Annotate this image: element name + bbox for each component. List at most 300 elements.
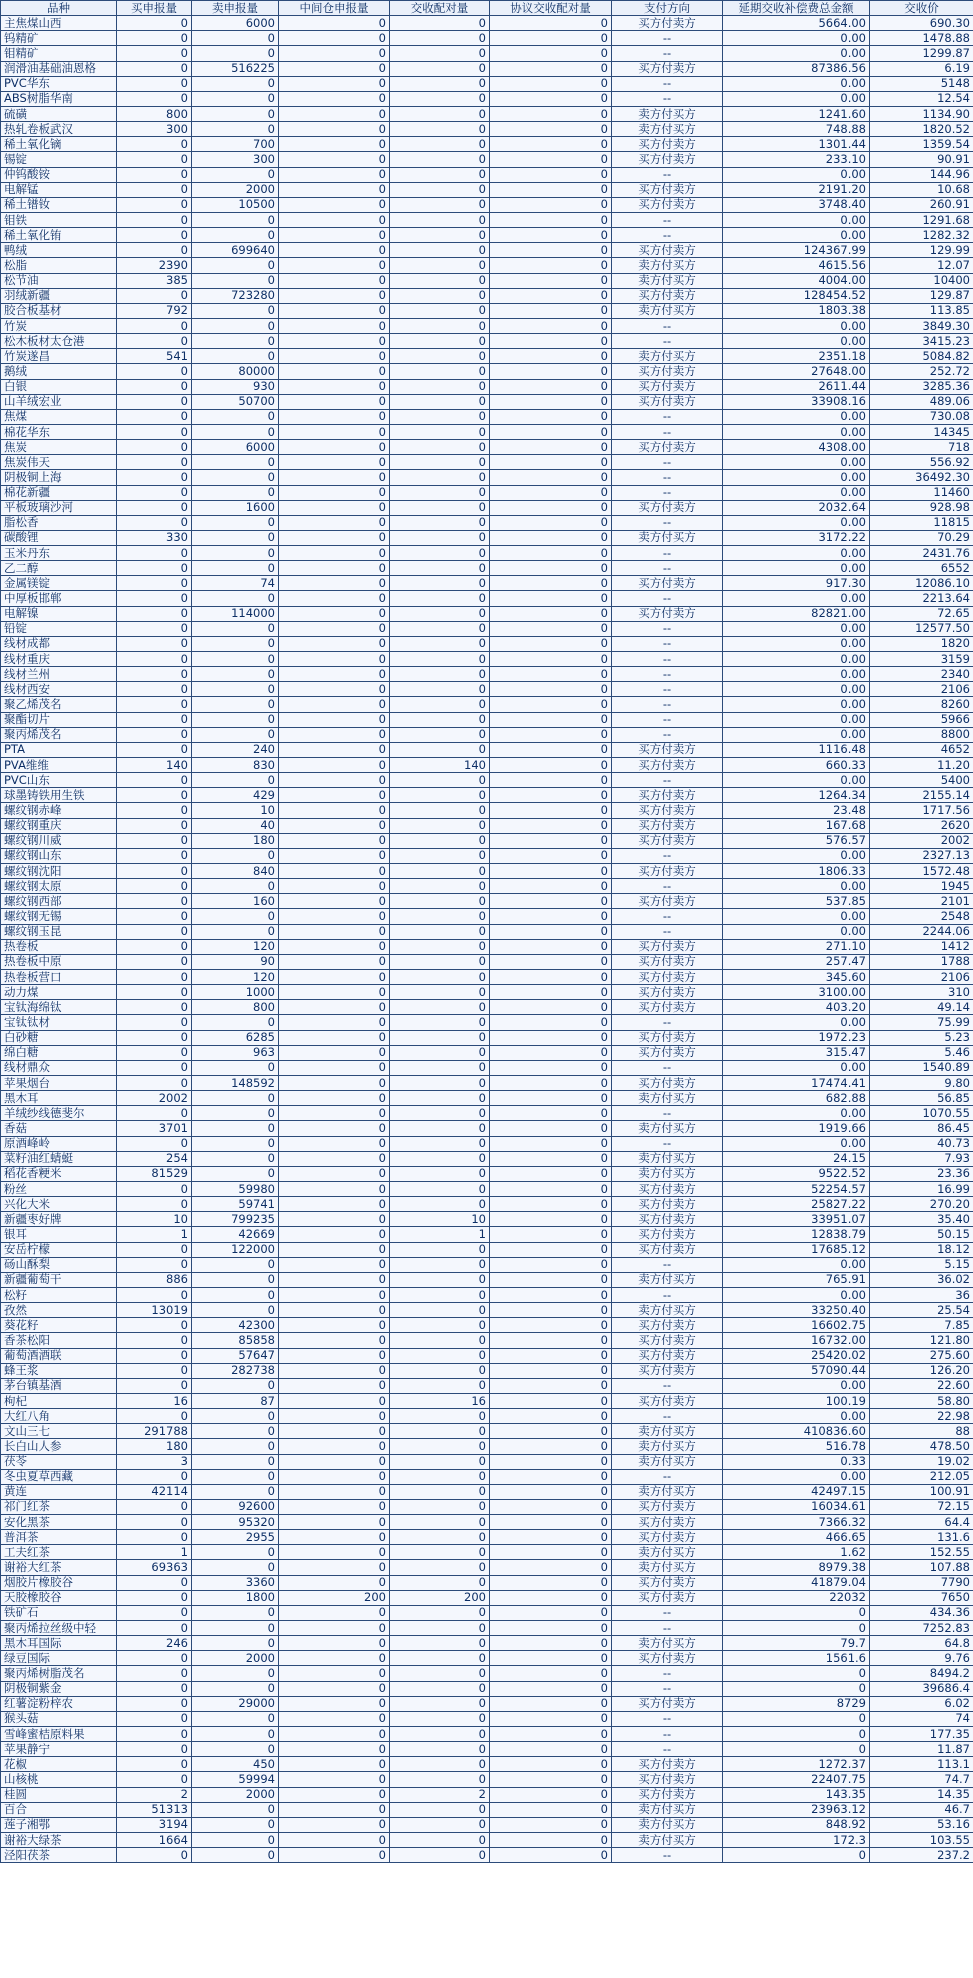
commodity-cell: 蜂王浆 bbox=[1, 1363, 117, 1378]
payment-direction-cell: 买方付卖方 bbox=[612, 1197, 723, 1212]
table-row bbox=[1, 31, 973, 46]
compensation-cell: 22407.75 bbox=[723, 1772, 870, 1787]
sell-declared-cell: 0 bbox=[192, 1439, 279, 1454]
intermediate-declared-cell: 0 bbox=[279, 833, 390, 848]
commodity-cell: 棉花新疆 bbox=[1, 485, 117, 500]
buy-declared-cell: 1664 bbox=[117, 1833, 192, 1848]
payment-direction-cell: -- bbox=[612, 1060, 723, 1075]
buy-declared-cell: 10 bbox=[117, 1212, 192, 1227]
commodity-cell: 线材西安 bbox=[1, 682, 117, 697]
commodity-cell: PVC山东 bbox=[1, 773, 117, 788]
delivery-price-cell: 1299.87 bbox=[870, 46, 973, 61]
delivery-price-cell: 177.35 bbox=[870, 1727, 973, 1742]
delivery-price-cell: 252.72 bbox=[870, 364, 973, 379]
table-row bbox=[1, 470, 973, 485]
table-row bbox=[1, 1666, 973, 1681]
table-row bbox=[1, 621, 973, 636]
delivery-price-cell: 1291.68 bbox=[870, 212, 973, 227]
delivery-matched-cell: 0 bbox=[390, 1091, 490, 1106]
payment-direction-cell: -- bbox=[612, 667, 723, 682]
intermediate-declared-cell: 0 bbox=[279, 924, 390, 939]
delivery-matched-cell: 0 bbox=[390, 939, 490, 954]
commodity-cell: 螺纹钢山东 bbox=[1, 848, 117, 863]
agreement-matched-cell: 0 bbox=[490, 606, 612, 621]
agreement-matched-cell: 0 bbox=[490, 152, 612, 167]
commodity-cell: 新疆枣好牌 bbox=[1, 1212, 117, 1227]
delivery-matched-cell: 0 bbox=[390, 470, 490, 485]
compensation-cell: 124367.99 bbox=[723, 243, 870, 258]
buy-declared-cell: 0 bbox=[117, 515, 192, 530]
intermediate-declared-cell: 0 bbox=[279, 1318, 390, 1333]
delivery-matched-cell: 0 bbox=[390, 1848, 490, 1863]
agreement-matched-cell: 0 bbox=[490, 1545, 612, 1560]
delivery-price-cell: 6552 bbox=[870, 561, 973, 576]
delivery-price-cell: 6.02 bbox=[870, 1696, 973, 1711]
delivery-matched-cell: 0 bbox=[390, 1303, 490, 1318]
intermediate-declared-cell: 0 bbox=[279, 894, 390, 909]
sell-declared-cell: 0 bbox=[192, 46, 279, 61]
delivery-price-cell: 2327.13 bbox=[870, 848, 973, 863]
agreement-matched-cell: 0 bbox=[490, 636, 612, 651]
buy-declared-cell: 0 bbox=[117, 1590, 192, 1605]
payment-direction-cell: -- bbox=[612, 46, 723, 61]
compensation-cell: 2611.44 bbox=[723, 379, 870, 394]
agreement-matched-cell: 0 bbox=[490, 1197, 612, 1212]
commodity-cell: 玉米丹东 bbox=[1, 546, 117, 561]
commodity-cell: 棉花华东 bbox=[1, 424, 117, 439]
table-row bbox=[1, 167, 973, 182]
payment-direction-cell: -- bbox=[612, 91, 723, 106]
delivery-price-cell: 237.2 bbox=[870, 1848, 973, 1863]
agreement-matched-cell: 0 bbox=[490, 1560, 612, 1575]
compensation-cell: 1561.6 bbox=[723, 1651, 870, 1666]
commodity-cell: PTA bbox=[1, 742, 117, 757]
buy-declared-cell: 0 bbox=[117, 1045, 192, 1060]
compensation-cell: 8979.38 bbox=[723, 1560, 870, 1575]
agreement-matched-cell: 0 bbox=[490, 288, 612, 303]
sell-declared-cell: 122000 bbox=[192, 1242, 279, 1257]
compensation-cell: 0.00 bbox=[723, 1378, 870, 1393]
commodity-cell: 稀土镨钕 bbox=[1, 197, 117, 212]
intermediate-declared-cell: 0 bbox=[279, 621, 390, 636]
delivery-matched-cell: 0 bbox=[390, 273, 490, 288]
intermediate-declared-cell: 0 bbox=[279, 243, 390, 258]
agreement-matched-cell: 0 bbox=[490, 939, 612, 954]
delivery-price-cell: 11.87 bbox=[870, 1742, 973, 1757]
delivery-price-cell: 10.68 bbox=[870, 182, 973, 197]
delivery-price-cell: 9.76 bbox=[870, 1651, 973, 1666]
intermediate-declared-cell: 0 bbox=[279, 485, 390, 500]
delivery-matched-cell: 0 bbox=[390, 364, 490, 379]
intermediate-declared-cell: 0 bbox=[279, 1545, 390, 1560]
buy-declared-cell: 0 bbox=[117, 1106, 192, 1121]
agreement-matched-cell: 0 bbox=[490, 894, 612, 909]
commodity-cell: 螺纹钢川威 bbox=[1, 833, 117, 848]
intermediate-declared-cell: 0 bbox=[279, 1181, 390, 1196]
delivery-matched-cell: 0 bbox=[390, 394, 490, 409]
intermediate-declared-cell: 0 bbox=[279, 1621, 390, 1636]
sell-declared-cell: 120 bbox=[192, 970, 279, 985]
sell-declared-cell: 10500 bbox=[192, 197, 279, 212]
table-row bbox=[1, 1287, 973, 1302]
delivery-matched-cell: 0 bbox=[390, 576, 490, 591]
intermediate-declared-cell: 0 bbox=[279, 1030, 390, 1045]
col-header-commodity: 品种 bbox=[1, 1, 117, 16]
table-row bbox=[1, 1303, 973, 1318]
intermediate-declared-cell: 0 bbox=[279, 258, 390, 273]
payment-direction-cell: -- bbox=[612, 546, 723, 561]
payment-direction-cell: 卖方付买方 bbox=[612, 1166, 723, 1181]
sell-declared-cell: 2000 bbox=[192, 182, 279, 197]
delivery-matched-cell: 0 bbox=[390, 61, 490, 76]
sell-declared-cell: 0 bbox=[192, 1151, 279, 1166]
delivery-price-cell: 3285.36 bbox=[870, 379, 973, 394]
table-row bbox=[1, 1621, 973, 1636]
commodity-cell: 线材鼎众 bbox=[1, 1060, 117, 1075]
table-row bbox=[1, 1378, 973, 1393]
sell-declared-cell: 42300 bbox=[192, 1318, 279, 1333]
sell-declared-cell: 0 bbox=[192, 1166, 279, 1181]
intermediate-declared-cell: 0 bbox=[279, 1848, 390, 1863]
delivery-matched-cell: 16 bbox=[390, 1393, 490, 1408]
table-row bbox=[1, 228, 973, 243]
intermediate-declared-cell: 0 bbox=[279, 712, 390, 727]
delivery-price-cell: 74.7 bbox=[870, 1772, 973, 1787]
compensation-cell: 24.15 bbox=[723, 1151, 870, 1166]
intermediate-declared-cell: 0 bbox=[279, 788, 390, 803]
intermediate-declared-cell: 0 bbox=[279, 1227, 390, 1242]
delivery-price-cell: 70.29 bbox=[870, 530, 973, 545]
compensation-cell: 917.30 bbox=[723, 576, 870, 591]
agreement-matched-cell: 0 bbox=[490, 1666, 612, 1681]
payment-direction-cell: -- bbox=[612, 1015, 723, 1030]
commodity-cell: 枸杞 bbox=[1, 1393, 117, 1408]
buy-declared-cell: 0 bbox=[117, 833, 192, 848]
delivery-matched-cell: 0 bbox=[390, 1333, 490, 1348]
delivery-matched-cell: 0 bbox=[390, 1121, 490, 1136]
agreement-matched-cell: 0 bbox=[490, 682, 612, 697]
buy-declared-cell: 0 bbox=[117, 1015, 192, 1030]
intermediate-declared-cell: 0 bbox=[279, 318, 390, 333]
table-row bbox=[1, 788, 973, 803]
delivery-matched-cell: 0 bbox=[390, 379, 490, 394]
delivery-price-cell: 131.6 bbox=[870, 1530, 973, 1545]
agreement-matched-cell: 0 bbox=[490, 1272, 612, 1287]
delivery-price-cell: 49.14 bbox=[870, 1000, 973, 1015]
delivery-price-cell: 1359.54 bbox=[870, 137, 973, 152]
commodity-cell: 阴极铜紫金 bbox=[1, 1681, 117, 1696]
payment-direction-cell: 买方付卖方 bbox=[612, 1590, 723, 1605]
intermediate-declared-cell: 0 bbox=[279, 1242, 390, 1257]
table-row bbox=[1, 682, 973, 697]
sell-declared-cell: 0 bbox=[192, 1484, 279, 1499]
intermediate-declared-cell: 0 bbox=[279, 182, 390, 197]
payment-direction-cell: 买方付卖方 bbox=[612, 1000, 723, 1015]
intermediate-declared-cell: 0 bbox=[279, 1060, 390, 1075]
buy-declared-cell: 0 bbox=[117, 1711, 192, 1726]
sell-declared-cell: 0 bbox=[192, 1469, 279, 1484]
compensation-cell: 1972.23 bbox=[723, 1030, 870, 1045]
sell-declared-cell: 0 bbox=[192, 1287, 279, 1302]
delivery-matched-cell: 0 bbox=[390, 1272, 490, 1287]
agreement-matched-cell: 0 bbox=[490, 106, 612, 121]
payment-direction-cell: -- bbox=[612, 31, 723, 46]
delivery-price-cell: 12.07 bbox=[870, 258, 973, 273]
intermediate-declared-cell: 0 bbox=[279, 1136, 390, 1151]
delivery-matched-cell: 0 bbox=[390, 1030, 490, 1045]
delivery-matched-cell: 0 bbox=[390, 1545, 490, 1560]
delivery-price-cell: 9.80 bbox=[870, 1075, 973, 1090]
commodity-cell: 动力煤 bbox=[1, 985, 117, 1000]
compensation-cell: 9522.52 bbox=[723, 1166, 870, 1181]
payment-direction-cell: 卖方付买方 bbox=[612, 1833, 723, 1848]
delivery-price-cell: 1820.52 bbox=[870, 122, 973, 137]
commodity-cell: 钼精矿 bbox=[1, 46, 117, 61]
col-header-delivery-price: 交收价 bbox=[870, 1, 973, 16]
delivery-matched-cell: 140 bbox=[390, 758, 490, 773]
table-row bbox=[1, 773, 973, 788]
payment-direction-cell: -- bbox=[612, 712, 723, 727]
table-row bbox=[1, 1075, 973, 1090]
table-row bbox=[1, 1393, 973, 1408]
payment-direction-cell: -- bbox=[612, 909, 723, 924]
intermediate-declared-cell: 0 bbox=[279, 455, 390, 470]
delivery-price-cell: 2101 bbox=[870, 894, 973, 909]
delivery-matched-cell: 200 bbox=[390, 1590, 490, 1605]
compensation-cell: 0.00 bbox=[723, 1015, 870, 1030]
table-row bbox=[1, 1787, 973, 1802]
compensation-cell: 410836.60 bbox=[723, 1424, 870, 1439]
commodity-cell: 脂松香 bbox=[1, 515, 117, 530]
table-row bbox=[1, 909, 973, 924]
sell-declared-cell: 699640 bbox=[192, 243, 279, 258]
delivery-price-cell: 126.20 bbox=[870, 1363, 973, 1378]
delivery-price-cell: 1820 bbox=[870, 636, 973, 651]
agreement-matched-cell: 0 bbox=[490, 1621, 612, 1636]
delivery-matched-cell: 0 bbox=[390, 1454, 490, 1469]
sell-declared-cell: 840 bbox=[192, 864, 279, 879]
sell-declared-cell: 0 bbox=[192, 273, 279, 288]
agreement-matched-cell: 0 bbox=[490, 1696, 612, 1711]
table-body bbox=[1, 16, 973, 1863]
buy-declared-cell: 0 bbox=[117, 364, 192, 379]
payment-direction-cell: 买方付卖方 bbox=[612, 1030, 723, 1045]
buy-declared-cell: 0 bbox=[117, 1848, 192, 1863]
agreement-matched-cell: 0 bbox=[490, 197, 612, 212]
payment-direction-cell: -- bbox=[612, 424, 723, 439]
buy-declared-cell: 0 bbox=[117, 939, 192, 954]
buy-declared-cell: 0 bbox=[117, 485, 192, 500]
agreement-matched-cell: 0 bbox=[490, 1817, 612, 1832]
delivery-matched-cell: 0 bbox=[390, 530, 490, 545]
delivery-price-cell: 7.85 bbox=[870, 1318, 973, 1333]
delivery-matched-cell: 0 bbox=[390, 1424, 490, 1439]
compensation-cell: 25827.22 bbox=[723, 1197, 870, 1212]
payment-direction-cell: -- bbox=[612, 682, 723, 697]
commodity-cell: 热卷板营口 bbox=[1, 970, 117, 985]
sell-declared-cell: 0 bbox=[192, 1015, 279, 1030]
compensation-cell: 0 bbox=[723, 1711, 870, 1726]
intermediate-declared-cell: 0 bbox=[279, 1787, 390, 1802]
intermediate-declared-cell: 0 bbox=[279, 848, 390, 863]
compensation-cell: 100.19 bbox=[723, 1393, 870, 1408]
table-row bbox=[1, 1515, 973, 1530]
intermediate-declared-cell: 0 bbox=[279, 667, 390, 682]
compensation-cell: 0.00 bbox=[723, 31, 870, 46]
payment-direction-cell: -- bbox=[612, 591, 723, 606]
commodity-cell: 香茶松阳 bbox=[1, 1333, 117, 1348]
delivery-matched-cell: 0 bbox=[390, 1166, 490, 1181]
agreement-matched-cell: 0 bbox=[490, 440, 612, 455]
delivery-matched-cell: 0 bbox=[390, 833, 490, 848]
agreement-matched-cell: 0 bbox=[490, 1151, 612, 1166]
payment-direction-cell: 买方付卖方 bbox=[612, 1575, 723, 1590]
buy-declared-cell: 0 bbox=[117, 652, 192, 667]
buy-declared-cell: 0 bbox=[117, 1363, 192, 1378]
compensation-cell: 4004.00 bbox=[723, 273, 870, 288]
intermediate-declared-cell: 0 bbox=[279, 1666, 390, 1681]
intermediate-declared-cell: 0 bbox=[279, 1151, 390, 1166]
payment-direction-cell: -- bbox=[612, 455, 723, 470]
payment-direction-cell: 卖方付买方 bbox=[612, 1439, 723, 1454]
sell-declared-cell: 930 bbox=[192, 379, 279, 394]
delivery-matched-cell: 0 bbox=[390, 652, 490, 667]
table-row bbox=[1, 1545, 973, 1560]
compensation-cell: 7366.32 bbox=[723, 1515, 870, 1530]
sell-declared-cell: 0 bbox=[192, 848, 279, 863]
commodity-cell: 谢裕大绿茶 bbox=[1, 1833, 117, 1848]
commodity-cell: 聚酯切片 bbox=[1, 712, 117, 727]
payment-direction-cell: 买方付卖方 bbox=[612, 894, 723, 909]
compensation-cell: 1919.66 bbox=[723, 1121, 870, 1136]
commodity-cell: 绵白糖 bbox=[1, 1045, 117, 1060]
table-row bbox=[1, 46, 973, 61]
sell-declared-cell: 0 bbox=[192, 1817, 279, 1832]
compensation-cell: 17685.12 bbox=[723, 1242, 870, 1257]
delivery-matched-cell: 0 bbox=[390, 667, 490, 682]
intermediate-declared-cell: 0 bbox=[279, 409, 390, 424]
sell-declared-cell: 3360 bbox=[192, 1575, 279, 1590]
intermediate-declared-cell: 0 bbox=[279, 303, 390, 318]
buy-declared-cell: 1 bbox=[117, 1227, 192, 1242]
commodity-cell: 兴化大米 bbox=[1, 1197, 117, 1212]
table-row bbox=[1, 1802, 973, 1817]
sell-declared-cell: 2000 bbox=[192, 1651, 279, 1666]
col-header-agreement-matched: 协议交收配对量 bbox=[490, 1, 612, 16]
payment-direction-cell: 买方付卖方 bbox=[612, 758, 723, 773]
agreement-matched-cell: 0 bbox=[490, 667, 612, 682]
delivery-matched-cell: 0 bbox=[390, 1469, 490, 1484]
payment-direction-cell: -- bbox=[612, 1136, 723, 1151]
compensation-cell: 516.78 bbox=[723, 1439, 870, 1454]
delivery-matched-cell: 0 bbox=[390, 1681, 490, 1696]
payment-direction-cell: -- bbox=[612, 924, 723, 939]
agreement-matched-cell: 0 bbox=[490, 773, 612, 788]
buy-declared-cell: 385 bbox=[117, 273, 192, 288]
delivery-price-cell: 46.7 bbox=[870, 1802, 973, 1817]
buy-declared-cell: 0 bbox=[117, 1030, 192, 1045]
payment-direction-cell: 买方付卖方 bbox=[612, 818, 723, 833]
commodity-cell: 谢裕大红茶 bbox=[1, 1560, 117, 1575]
payment-direction-cell: 卖方付买方 bbox=[612, 122, 723, 137]
commodity-cell: 安化黑茶 bbox=[1, 1515, 117, 1530]
commodity-cell: 安岳柠檬 bbox=[1, 1242, 117, 1257]
delivery-price-cell: 11460 bbox=[870, 485, 973, 500]
delivery-matched-cell: 0 bbox=[390, 773, 490, 788]
table-row bbox=[1, 1681, 973, 1696]
compensation-cell: 4615.56 bbox=[723, 258, 870, 273]
compensation-cell: 33250.40 bbox=[723, 1303, 870, 1318]
buy-declared-cell: 0 bbox=[117, 576, 192, 591]
payment-direction-cell: 买方付卖方 bbox=[612, 1696, 723, 1711]
compensation-cell: 172.3 bbox=[723, 1833, 870, 1848]
intermediate-declared-cell: 0 bbox=[279, 561, 390, 576]
payment-direction-cell: -- bbox=[612, 1666, 723, 1681]
sell-declared-cell: 0 bbox=[192, 1091, 279, 1106]
sell-declared-cell: 2955 bbox=[192, 1530, 279, 1545]
intermediate-declared-cell: 0 bbox=[279, 167, 390, 182]
table-row bbox=[1, 182, 973, 197]
table-row bbox=[1, 1530, 973, 1545]
commodity-cell: 粉丝 bbox=[1, 1181, 117, 1196]
commodity-cell: 主焦煤山西 bbox=[1, 16, 117, 31]
payment-direction-cell: -- bbox=[612, 318, 723, 333]
sell-declared-cell: 0 bbox=[192, 303, 279, 318]
delivery-matched-cell: 0 bbox=[390, 197, 490, 212]
compensation-cell: 0.00 bbox=[723, 212, 870, 227]
delivery-price-cell: 12086.10 bbox=[870, 576, 973, 591]
agreement-matched-cell: 0 bbox=[490, 1030, 612, 1045]
intermediate-declared-cell: 0 bbox=[279, 773, 390, 788]
agreement-matched-cell: 0 bbox=[490, 1515, 612, 1530]
sell-declared-cell: 0 bbox=[192, 1106, 279, 1121]
payment-direction-cell: -- bbox=[612, 1605, 723, 1620]
compensation-cell: 0.00 bbox=[723, 636, 870, 651]
intermediate-declared-cell: 0 bbox=[279, 727, 390, 742]
delivery-price-cell: 22.60 bbox=[870, 1378, 973, 1393]
intermediate-declared-cell: 0 bbox=[279, 1636, 390, 1651]
table-row bbox=[1, 894, 973, 909]
compensation-cell: 0.00 bbox=[723, 1287, 870, 1302]
compensation-cell: 3172.22 bbox=[723, 530, 870, 545]
intermediate-declared-cell: 0 bbox=[279, 1560, 390, 1575]
sell-declared-cell: 0 bbox=[192, 228, 279, 243]
commodity-cell: 稀土氧化镝 bbox=[1, 137, 117, 152]
table-row bbox=[1, 122, 973, 137]
sell-declared-cell: 0 bbox=[192, 485, 279, 500]
delivery-matched-cell: 0 bbox=[390, 91, 490, 106]
delivery-price-cell: 14.35 bbox=[870, 1787, 973, 1802]
compensation-cell: 0.00 bbox=[723, 424, 870, 439]
commodity-cell: 钼铁 bbox=[1, 212, 117, 227]
delivery-price-cell: 212.05 bbox=[870, 1469, 973, 1484]
buy-declared-cell: 300 bbox=[117, 122, 192, 137]
commodity-cell: 螺纹钢西部 bbox=[1, 894, 117, 909]
intermediate-declared-cell: 0 bbox=[279, 1091, 390, 1106]
table-row bbox=[1, 1181, 973, 1196]
commodity-cell: 松脂 bbox=[1, 258, 117, 273]
payment-direction-cell: 买方付卖方 bbox=[612, 1772, 723, 1787]
sell-declared-cell: 0 bbox=[192, 1742, 279, 1757]
compensation-cell: 23.48 bbox=[723, 803, 870, 818]
sell-declared-cell: 516225 bbox=[192, 61, 279, 76]
compensation-cell: 257.47 bbox=[723, 954, 870, 969]
compensation-cell: 0.00 bbox=[723, 1136, 870, 1151]
sell-declared-cell: 799235 bbox=[192, 1212, 279, 1227]
sell-declared-cell: 0 bbox=[192, 561, 279, 576]
table-row bbox=[1, 212, 973, 227]
payment-direction-cell: -- bbox=[612, 1727, 723, 1742]
